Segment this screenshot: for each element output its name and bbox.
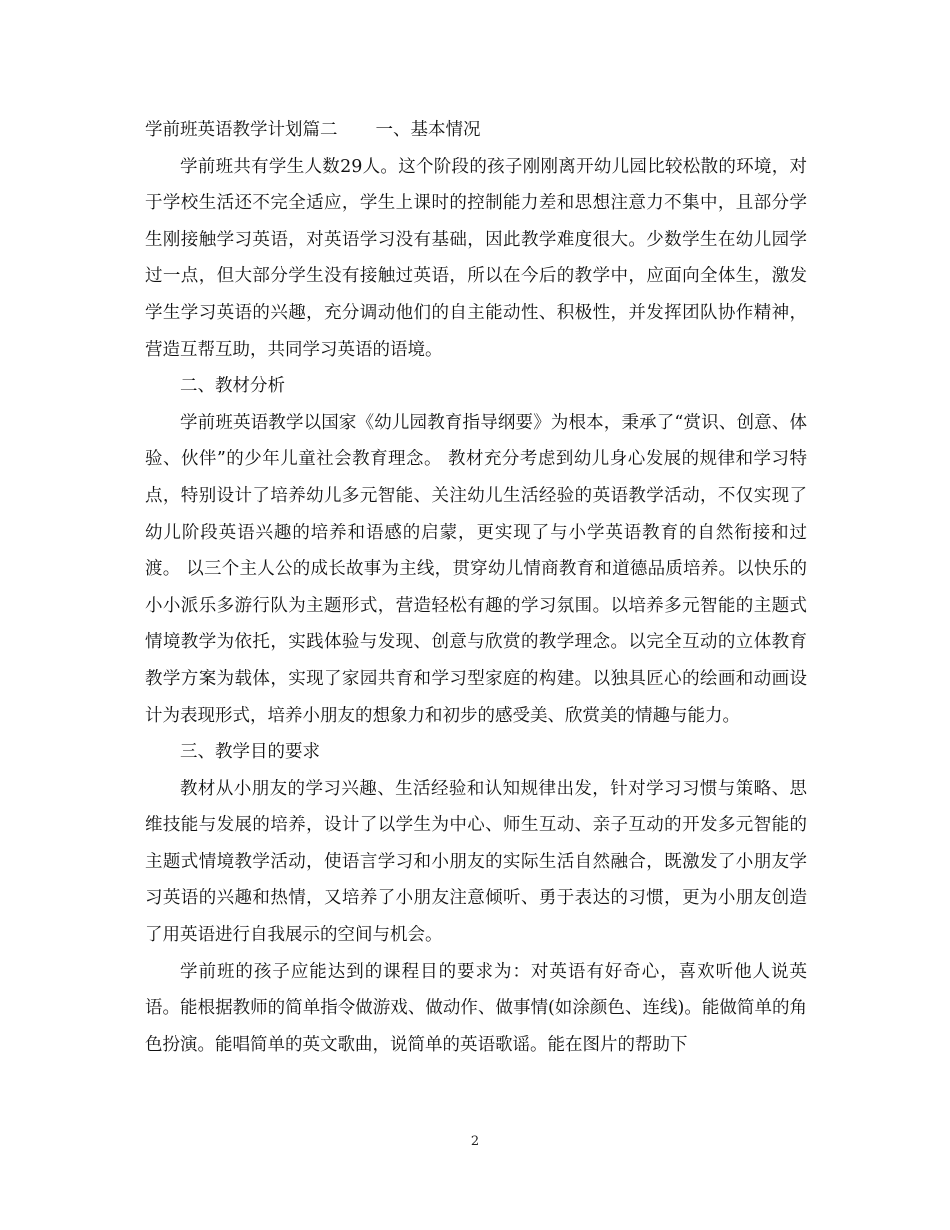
section-heading-textbook-analysis: 二、教材分析 xyxy=(180,376,285,397)
page-number: 2 xyxy=(470,1134,480,1149)
section-heading-teaching-goals: 三、教学目的要求 xyxy=(180,742,320,763)
paragraph-course-requirements: 学前班的孩子应能达到的课程目的要求为：对英语有好奇心，喜欢听他人说英语。能根据教师的简单指令做游戏、做动作、做事情(如涂颜色、连线)。能做简单的角色扮演。能唱简单的英文歌曲，说简单的英语歌谣。能在图片的帮助下 xyxy=(145,961,807,1055)
paragraph-basic-situation: 学前班共有学生人数29人。这个阶段的孩子刚刚离开幼儿园比较松散的环境，对于学校生活还不完全适应，学生上课时的控制能力差和思想注意力不集中，且部分学生刚接触学习英语，对英语学习没有基础，因此教学难度很大。少数学生在幼儿园学过一点，但大部分学生没有接触过英语，所以在今后的教学中，应面向全体生，激发学生学习英语的兴趣，充分调动他们的自主能动性、积极性，并发挥团队协作精神，营造互帮互助，共同学习英语的语境。 xyxy=(145,156,807,360)
title-line xyxy=(145,112,807,149)
section-heading-basic-situation: 一、基本情况 xyxy=(375,120,481,140)
paragraph-teaching-goals: 教材从小朋友的学习兴趣、生活经验和认知规律出发，针对学习习惯与策略、思维技能与发展的培养，设计了以学生为中心、师生互动、亲子互动的开发多元智能的主题式情境教学活动，使语言学习和小朋友的实际生活自然融合，既激发了小朋友学习英语的兴趣和热情，又培养了小朋友注意倾听、勇于表达的习惯，更为小朋友创造了用英语进行自我展示的空间与机会。 xyxy=(145,778,807,946)
document-title: 学前班英语教学计划篇二 xyxy=(145,120,338,140)
document-body xyxy=(145,112,807,1063)
paragraph-textbook-analysis: 学前班英语教学以国家《幼儿园教育指导纲要》为根本，秉承了“赏识、创意、体验、伙伴”的少年儿童社会教育理念。 教材充分考虑到幼儿身心发展的规律和学习特点，特别设计了培养幼儿多元智能、关注幼儿生活经验的英语教学活动，不仅实现了幼儿阶段英语兴趣的培养和语感的启蒙，更实现了与小学英语教育的自然衔接和过渡。 以三个主人公的成长故事为主线，贯穿幼儿情商教育和道德品质培养。以快乐的小小派乐多游行队为主题形式，营造轻松有趣的学习氛围。以培养多元智能的主题式情境教学为依托，实践体验与发现、创意与欣赏的教学理念。以完全互动的立体教育教学方案为载体，实现了家园共育和学习型家庭的构建。以独具匠心的绘画和动画设计为表现形式，培养小朋友的想象力和初步的感受美、欣赏美的情趣与能力。 xyxy=(145,412,807,726)
